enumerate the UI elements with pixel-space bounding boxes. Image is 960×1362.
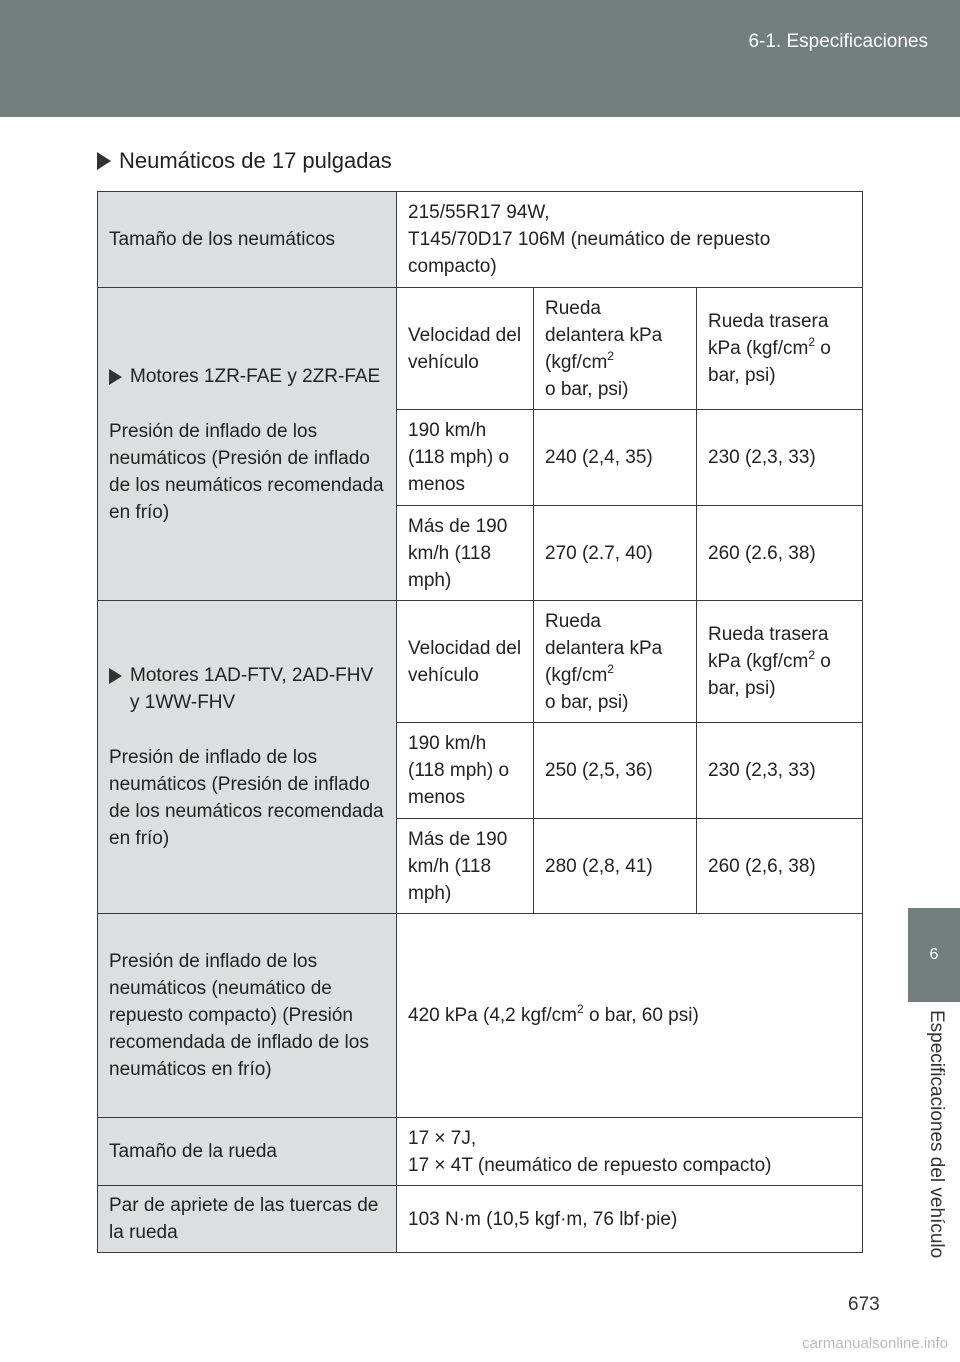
watermark: carmanualsonline.info bbox=[802, 1335, 948, 1352]
front-cell: 270 (2.7, 40) bbox=[534, 506, 697, 601]
spare-label: Presión de inflado de los neumáticos (neumático de repuesto compacto) (Presión recomendada de inflado de los neumáticos en frío) bbox=[98, 914, 397, 1118]
rear-cell: 260 (2,6, 38) bbox=[697, 819, 863, 914]
table-row bbox=[98, 1186, 863, 1253]
group1-caption: Motores 1ZR-FAE y 2ZR-FAE bbox=[109, 363, 385, 390]
triangle-bullet-icon bbox=[109, 668, 122, 684]
group2-caption: Motores 1AD-FTV, 2AD-FHV y 1WW-FHV bbox=[109, 662, 385, 716]
group2-label-cell bbox=[98, 601, 397, 914]
page-number: 673 bbox=[848, 1294, 880, 1315]
heading-text: Neumáticos de 17 pulgadas bbox=[119, 148, 392, 173]
torque-label: Par de apriete de las tuercas de la rueda bbox=[98, 1186, 397, 1253]
group1-col-rear: Rueda trasera kPa ($kgf/cm^2$ o bar, psi) bbox=[697, 288, 863, 410]
page-header bbox=[0, 0, 960, 117]
torque-value: 103 N·m (10,5 kgf·m, 76 lbf·pie) bbox=[397, 1186, 863, 1253]
triangle-bullet-icon bbox=[109, 369, 122, 385]
section-heading bbox=[97, 148, 392, 174]
table-row bbox=[98, 914, 863, 1118]
speed-cell: 190 km/h (118 mph) o menos bbox=[397, 410, 534, 506]
front-cell: 240 (2,4, 35) bbox=[534, 410, 697, 506]
group2-label: Presión de inflado de los neumáticos (Presión de inflado de los neumáticos recomendada en frío) bbox=[109, 747, 384, 849]
tire-size-label: Tamaño de los neumáticos bbox=[98, 192, 397, 288]
tire-size-value-line2: T145/70D17 106M (neumático de repuesto compacto) bbox=[408, 229, 771, 277]
wheel-size-value-line2: 17 × 4T (neumático de repuesto compacto) bbox=[408, 1154, 772, 1176]
group2-col-speed: Velocidad del vehículo bbox=[397, 601, 534, 723]
wheel-size-label: Tamaño de la rueda bbox=[98, 1118, 397, 1186]
speed-cell: Más de 190 km/h (118 mph) bbox=[397, 819, 534, 914]
section-title: 6-1. Especificaciones bbox=[748, 31, 928, 52]
group2-col-front: Rueda delantera kPa ($kgf/cm^2$ o bar, psi) bbox=[534, 601, 697, 723]
front-cell: 250 (2,5, 36) bbox=[534, 723, 697, 819]
table-row bbox=[98, 1118, 863, 1186]
wheel-size-value bbox=[397, 1118, 863, 1186]
group1-label-cell bbox=[98, 288, 397, 601]
wheel-size-value-line1: 17 × 7J, bbox=[408, 1127, 477, 1149]
front-cell: 280 (2,8, 41) bbox=[534, 819, 697, 914]
spare-value: 420 kPa (4,2 kgf/$cm^2$ o bar, 60 psi) bbox=[397, 914, 863, 1118]
table-row bbox=[98, 192, 863, 288]
rear-cell: 260 (2.6, 38) bbox=[697, 506, 863, 601]
group1-label: Presión de inflado de los neumáticos (Presión de inflado de los neumáticos recomendada en frío) bbox=[109, 420, 384, 523]
tire-spec-table bbox=[97, 191, 863, 1253]
group1-col-speed: Velocidad del vehículo bbox=[397, 288, 534, 410]
table-row bbox=[98, 288, 863, 410]
group2-col-rear: Rueda trasera kPa ($kgf/cm^2$ o bar, psi) bbox=[697, 601, 863, 723]
tire-size-value-line1: 215/55R17 94W, bbox=[408, 202, 550, 223]
speed-cell: 190 km/h (118 mph) o menos bbox=[397, 723, 534, 819]
chapter-label: Especificaciones del vehículo bbox=[926, 1010, 947, 1259]
chapter-tab: 6 bbox=[908, 908, 960, 1002]
group1-col-front: Rueda delantera kPa ($kgf/cm^2$ o bar, psi) bbox=[534, 288, 697, 410]
table-row bbox=[98, 601, 863, 723]
speed-cell: Más de 190 km/h (118 mph) bbox=[397, 506, 534, 601]
rear-cell: 230 (2,3, 33) bbox=[697, 723, 863, 819]
tire-size-value bbox=[397, 192, 863, 288]
triangle-bullet-icon bbox=[97, 152, 111, 170]
rear-cell: 230 (2,3, 33) bbox=[697, 410, 863, 506]
